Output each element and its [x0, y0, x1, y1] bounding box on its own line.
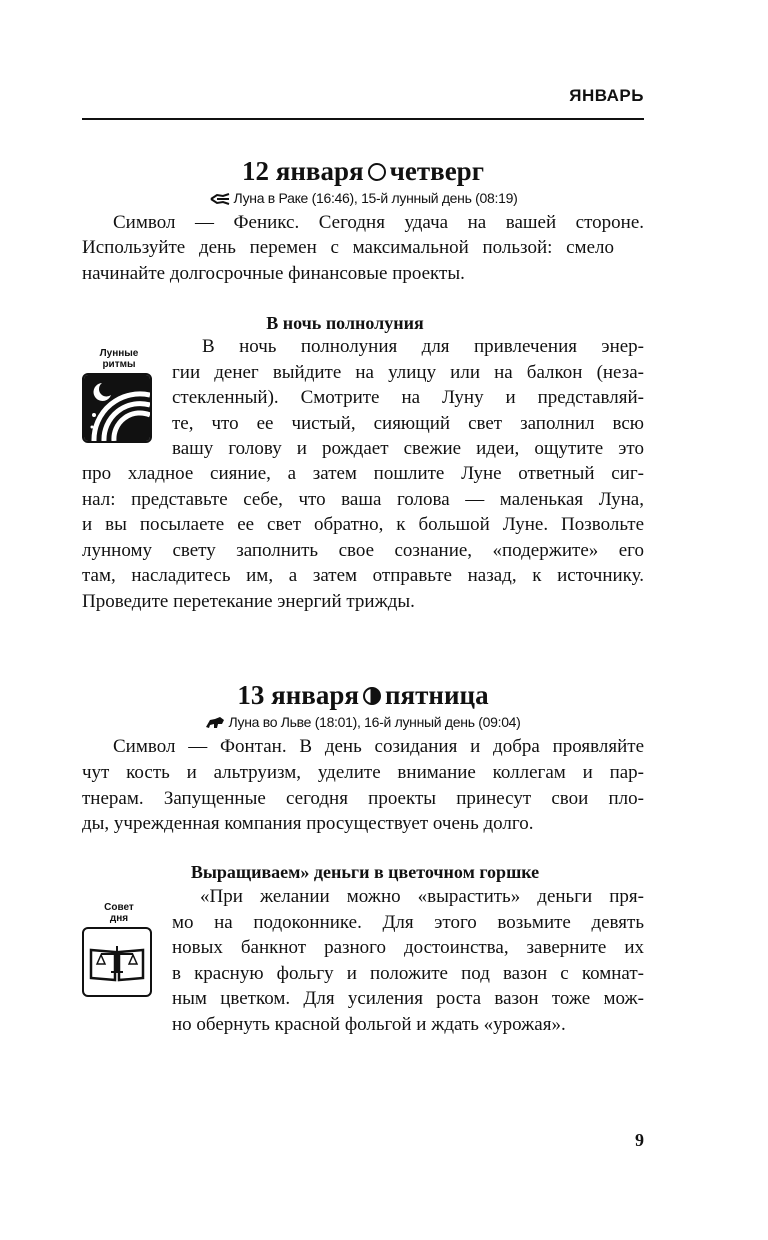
text-line: вашу голову и рождает свежие идеи, ощутите это — [172, 438, 644, 459]
text-line: те, что ее чистый, сияющий свет заполнил всю — [172, 412, 644, 434]
text-line: там, насладитесь им, а затем отправьте назад, к источнику. — [82, 565, 644, 586]
day-date: 13 января — [237, 680, 359, 710]
tip-paragraph — [172, 884, 644, 1037]
header-rule — [82, 118, 644, 120]
text-line: ды, учрежденная компания просуществует очень долго. — [82, 813, 534, 834]
badge-label: Лунные — [99, 348, 139, 359]
text-line: новых банкнот разного достоинства, заверните их — [172, 937, 644, 958]
text-line: тнерам. Запущенные сегодня проекты принесут свои пло- — [82, 787, 644, 809]
text-line: чут кость и альтруизм, уделите внимание коллегам и пар- — [82, 762, 644, 783]
lunar-meta — [82, 713, 644, 731]
main-paragraph-full — [82, 461, 644, 614]
text-line: Символ — Феникс. Сегодня удача на вашей стороне. — [113, 212, 644, 233]
text-line: гии денег выйдите на улицу или на балкон (неза- — [172, 361, 644, 383]
symbol-paragraph — [113, 734, 644, 760]
symbol-paragraph-cont — [82, 235, 614, 286]
cancer-icon — [209, 193, 231, 205]
symbol-paragraph-cont — [82, 760, 644, 837]
text-line: мо на подоконнике. Для этого возьмите девять — [172, 911, 644, 933]
main-paragraph-wrapped — [172, 334, 644, 462]
section-title: В ночь полнолуния — [266, 313, 424, 333]
badge-label: дня — [109, 913, 129, 924]
day-date: 12 января — [242, 156, 364, 186]
running-head: ЯНВАРЬ — [569, 86, 644, 105]
text-line: про хладное сияние, а затем пошлите Луне ответный сиг- — [82, 463, 644, 484]
text-line: но обернуть красной фольгой и ждать «урожая». — [172, 1013, 566, 1035]
lunar-meta — [82, 189, 644, 207]
day-title-13 — [82, 680, 644, 710]
leo-icon — [205, 716, 225, 729]
full-moon-icon — [368, 163, 386, 181]
lunar-rhythms-badge — [82, 348, 156, 443]
lunar-rhythms-icon — [82, 373, 152, 443]
symbol-paragraph — [113, 210, 644, 236]
open-book-scales-icon — [82, 927, 152, 997]
tip-of-day-badge — [82, 902, 156, 997]
text-line: Проведите перетекание энергий трижды. — [82, 590, 415, 612]
page-number: 9 — [635, 1130, 644, 1150]
text-line: Символ — Фонтан. В день созидания и добра проявляйте — [113, 736, 644, 757]
text-line: начинайте долгосрочные финансовые проекты. — [82, 262, 465, 284]
text-line: Используйте день перемен с максимальной пользой: смело — [82, 237, 614, 258]
text-line: лунному свету заполнить свое сознание, «подержите» его — [82, 539, 644, 561]
text-line: В ночь полнолуния для привлечения энер- — [202, 336, 644, 357]
text-line: «При желании можно «вырастить» деньги пря- — [200, 886, 644, 907]
lunar-meta-text: Луна во Льве (18:01), 16-й лунный день (09:04) — [228, 714, 521, 730]
text-line: в красную фольгу и положите под вазон с комнат- — [172, 962, 644, 984]
text-line: и вы посылаете ее свет обратно, к большой Луне. Позвольте — [82, 514, 644, 535]
section-title: Выращиваем» деньги в цветочном горшке — [190, 862, 540, 882]
day-weekday: четверг — [389, 156, 484, 186]
day-title-12 — [82, 156, 644, 186]
waning-moon-icon — [363, 687, 381, 705]
badge-label: ритмы — [102, 359, 136, 370]
text-line: ным цветком. Для усиления роста вазон тоже мож- — [172, 988, 644, 1009]
day-weekday: пятница — [385, 680, 489, 710]
badge-label: Совет — [104, 902, 134, 913]
text-line: нал: представьте себе, что ваша голова — маленькая Луна, — [82, 488, 644, 510]
text-line: стекленный). Смотрите на Луну и представляй- — [172, 387, 644, 408]
lunar-meta-text: Луна в Раке (16:46), 15-й лунный день (08:19) — [233, 190, 518, 206]
